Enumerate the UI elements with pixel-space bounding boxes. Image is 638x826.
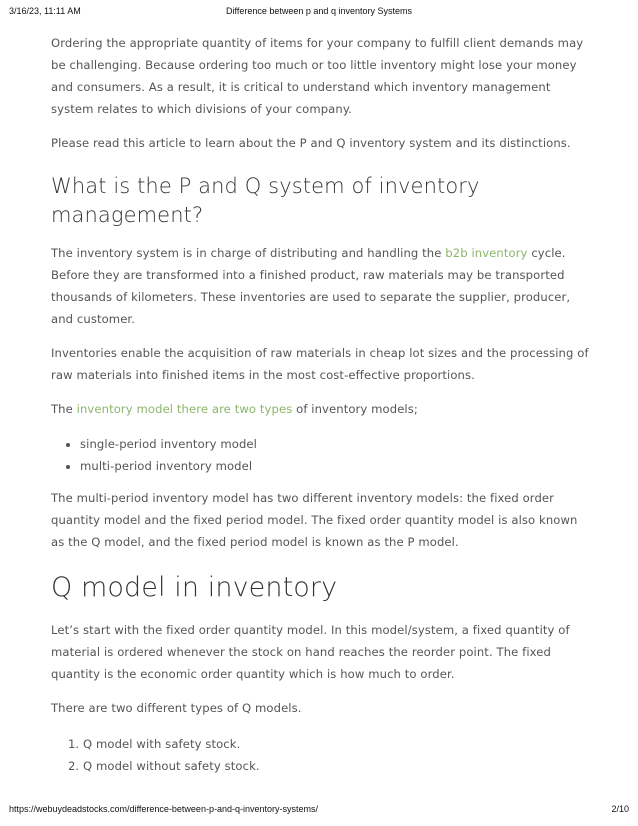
- pq-paragraph-2: Inventories enable the acquisition of raw materials in cheap lot sizes and the processing of raw materials into finished items in the most cost-effective proportions.: [51, 346, 589, 382]
- page-number: 2/10: [611, 804, 629, 814]
- heading-pq-system: What is the P and Q system of inventory management?: [51, 174, 480, 227]
- list-item: • single-period inventory model: [80, 433, 591, 455]
- inventory-model-list: [51, 433, 591, 477]
- pq-p3-text-before: The: [51, 402, 77, 416]
- q-model-types-list: [51, 733, 591, 777]
- pq-paragraph-4: The multi-period inventory model has two different inventory models: the fixed order quantity model and the fixed period model. The fixed order quantity model is also known as the Q model, and the fixed period model is known as the P model.: [51, 491, 578, 549]
- pq-p1-text-after: cycle. Before they are transformed into a finished product, raw materials may be transported thousands of kilometers. These inventories are used to separate the supplier, producer, and customer.: [51, 246, 571, 326]
- pq-paragraph-1: [51, 242, 591, 330]
- pq-paragraph-3: [51, 398, 591, 420]
- intro-paragraph-2: Please read this article to learn about the P and Q inventory system and its distinctions.: [51, 136, 571, 150]
- q-paragraph-1: Let’s start with the fixed order quantity model. In this model/system, a fixed quantity of material is ordered whenever the stock on hand reaches the reorder point. The fixed quantity is the economic order quantity which is how much to order.: [51, 623, 570, 681]
- inventory-model-types-link[interactable]: inventory model there are two types: [76, 402, 293, 416]
- list-item: 1. Q model with safety stock.: [83, 733, 591, 755]
- b2b-inventory-link[interactable]: b2b inventory: [445, 246, 528, 260]
- intro-paragraph-1: Ordering the appropriate quantity of items for your company to fulfill client demands may be challenging. Because ordering too much or too little inventory might lose your money and consumers. As a result, it is critical to understand which inventory management system relates to which divisions of your company.: [51, 36, 584, 116]
- article-content: [51, 32, 591, 777]
- list-item: • multi-period inventory model: [80, 455, 591, 477]
- print-url: https://webuydeadstocks.com/difference-between-p-and-q-inventory-systems/: [9, 804, 318, 814]
- heading-q-model: Q model in inventory: [51, 572, 338, 603]
- pq-p1-text-before: The inventory system is in charge of distributing and handling the: [51, 246, 446, 260]
- pq-p3-text-after: of inventory models;: [292, 402, 418, 416]
- list-item: 2. Q model without safety stock.: [83, 755, 591, 777]
- q-paragraph-2: There are two different types of Q models.: [51, 701, 302, 715]
- print-datetime: 3/16/23, 11:11 AM: [9, 6, 81, 16]
- print-header: [0, 6, 638, 18]
- print-title: Difference between p and q inventory Systems: [226, 6, 412, 16]
- print-footer: [0, 804, 638, 816]
